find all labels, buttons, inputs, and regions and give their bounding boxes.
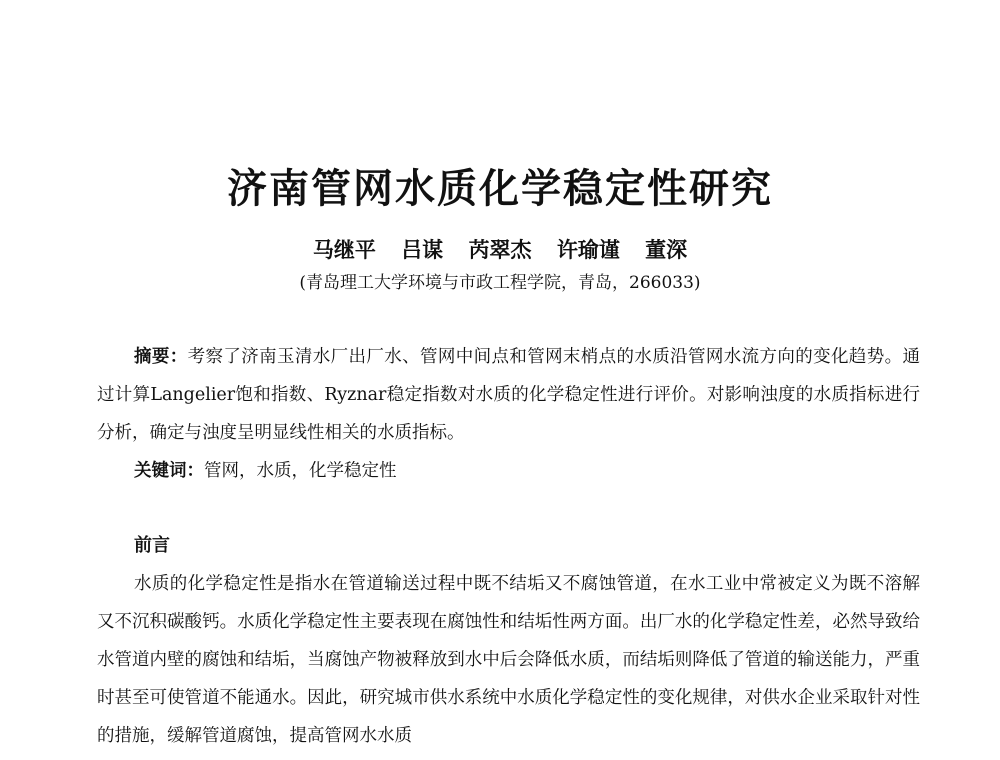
section-heading-preface: 前言 [134,535,170,556]
author-name: 吕谋 [401,237,444,262]
abstract-label: 摘要： [134,347,188,367]
keywords-text: 管网，水质，化学稳定性 [204,461,397,481]
author-affiliation: (青岛理工大学环境与市政工程学院，青岛，266033) [299,273,701,293]
author-list [0,235,1000,265]
paper-title: 济南管网水质化学稳定性研究 [227,165,773,212]
preface-paragraph: 水质的化学稳定性是指水在管道输送过程中既不结垢又不腐蚀管道，在水工业中常被定义为既不溶解又不沉积碳酸钙。水质化学稳定性主要表现在腐蚀性和结垢性两方面。出厂水的化学稳定性差，必然导致给水管道内壁的腐蚀和结垢，当腐蚀产物被释放到水中后会降低水质，而结垢则降低了管道的输送能力，严重时甚至可使管道不能通水。因此，研究城市供水系统中水质化学稳定性的变化规律，对供水企业采取针对性的措施，缓解管道腐蚀，提高管网水水质 [97,574,920,746]
abstract-text: 考察了济南玉清水厂出厂水、管网中间点和管网末梢点的水质沿管网水流方向的变化趋势。通过计算Langelier饱和指数、Ryznar稳定指数对水质的化学稳定性进行评价。对影响浊度的水质指标进行分析，确定与浊度呈明显线性相关的水质指标。 [97,347,921,443]
abstract-paragraph [97,338,920,452]
author-name: 马继平 [312,237,376,262]
author-name: 董深 [645,237,688,262]
keywords-line [134,452,397,490]
keywords-label: 关键词： [134,461,204,481]
author-name: 芮翠杰 [468,237,532,262]
author-name: 许瑜谨 [556,237,620,262]
